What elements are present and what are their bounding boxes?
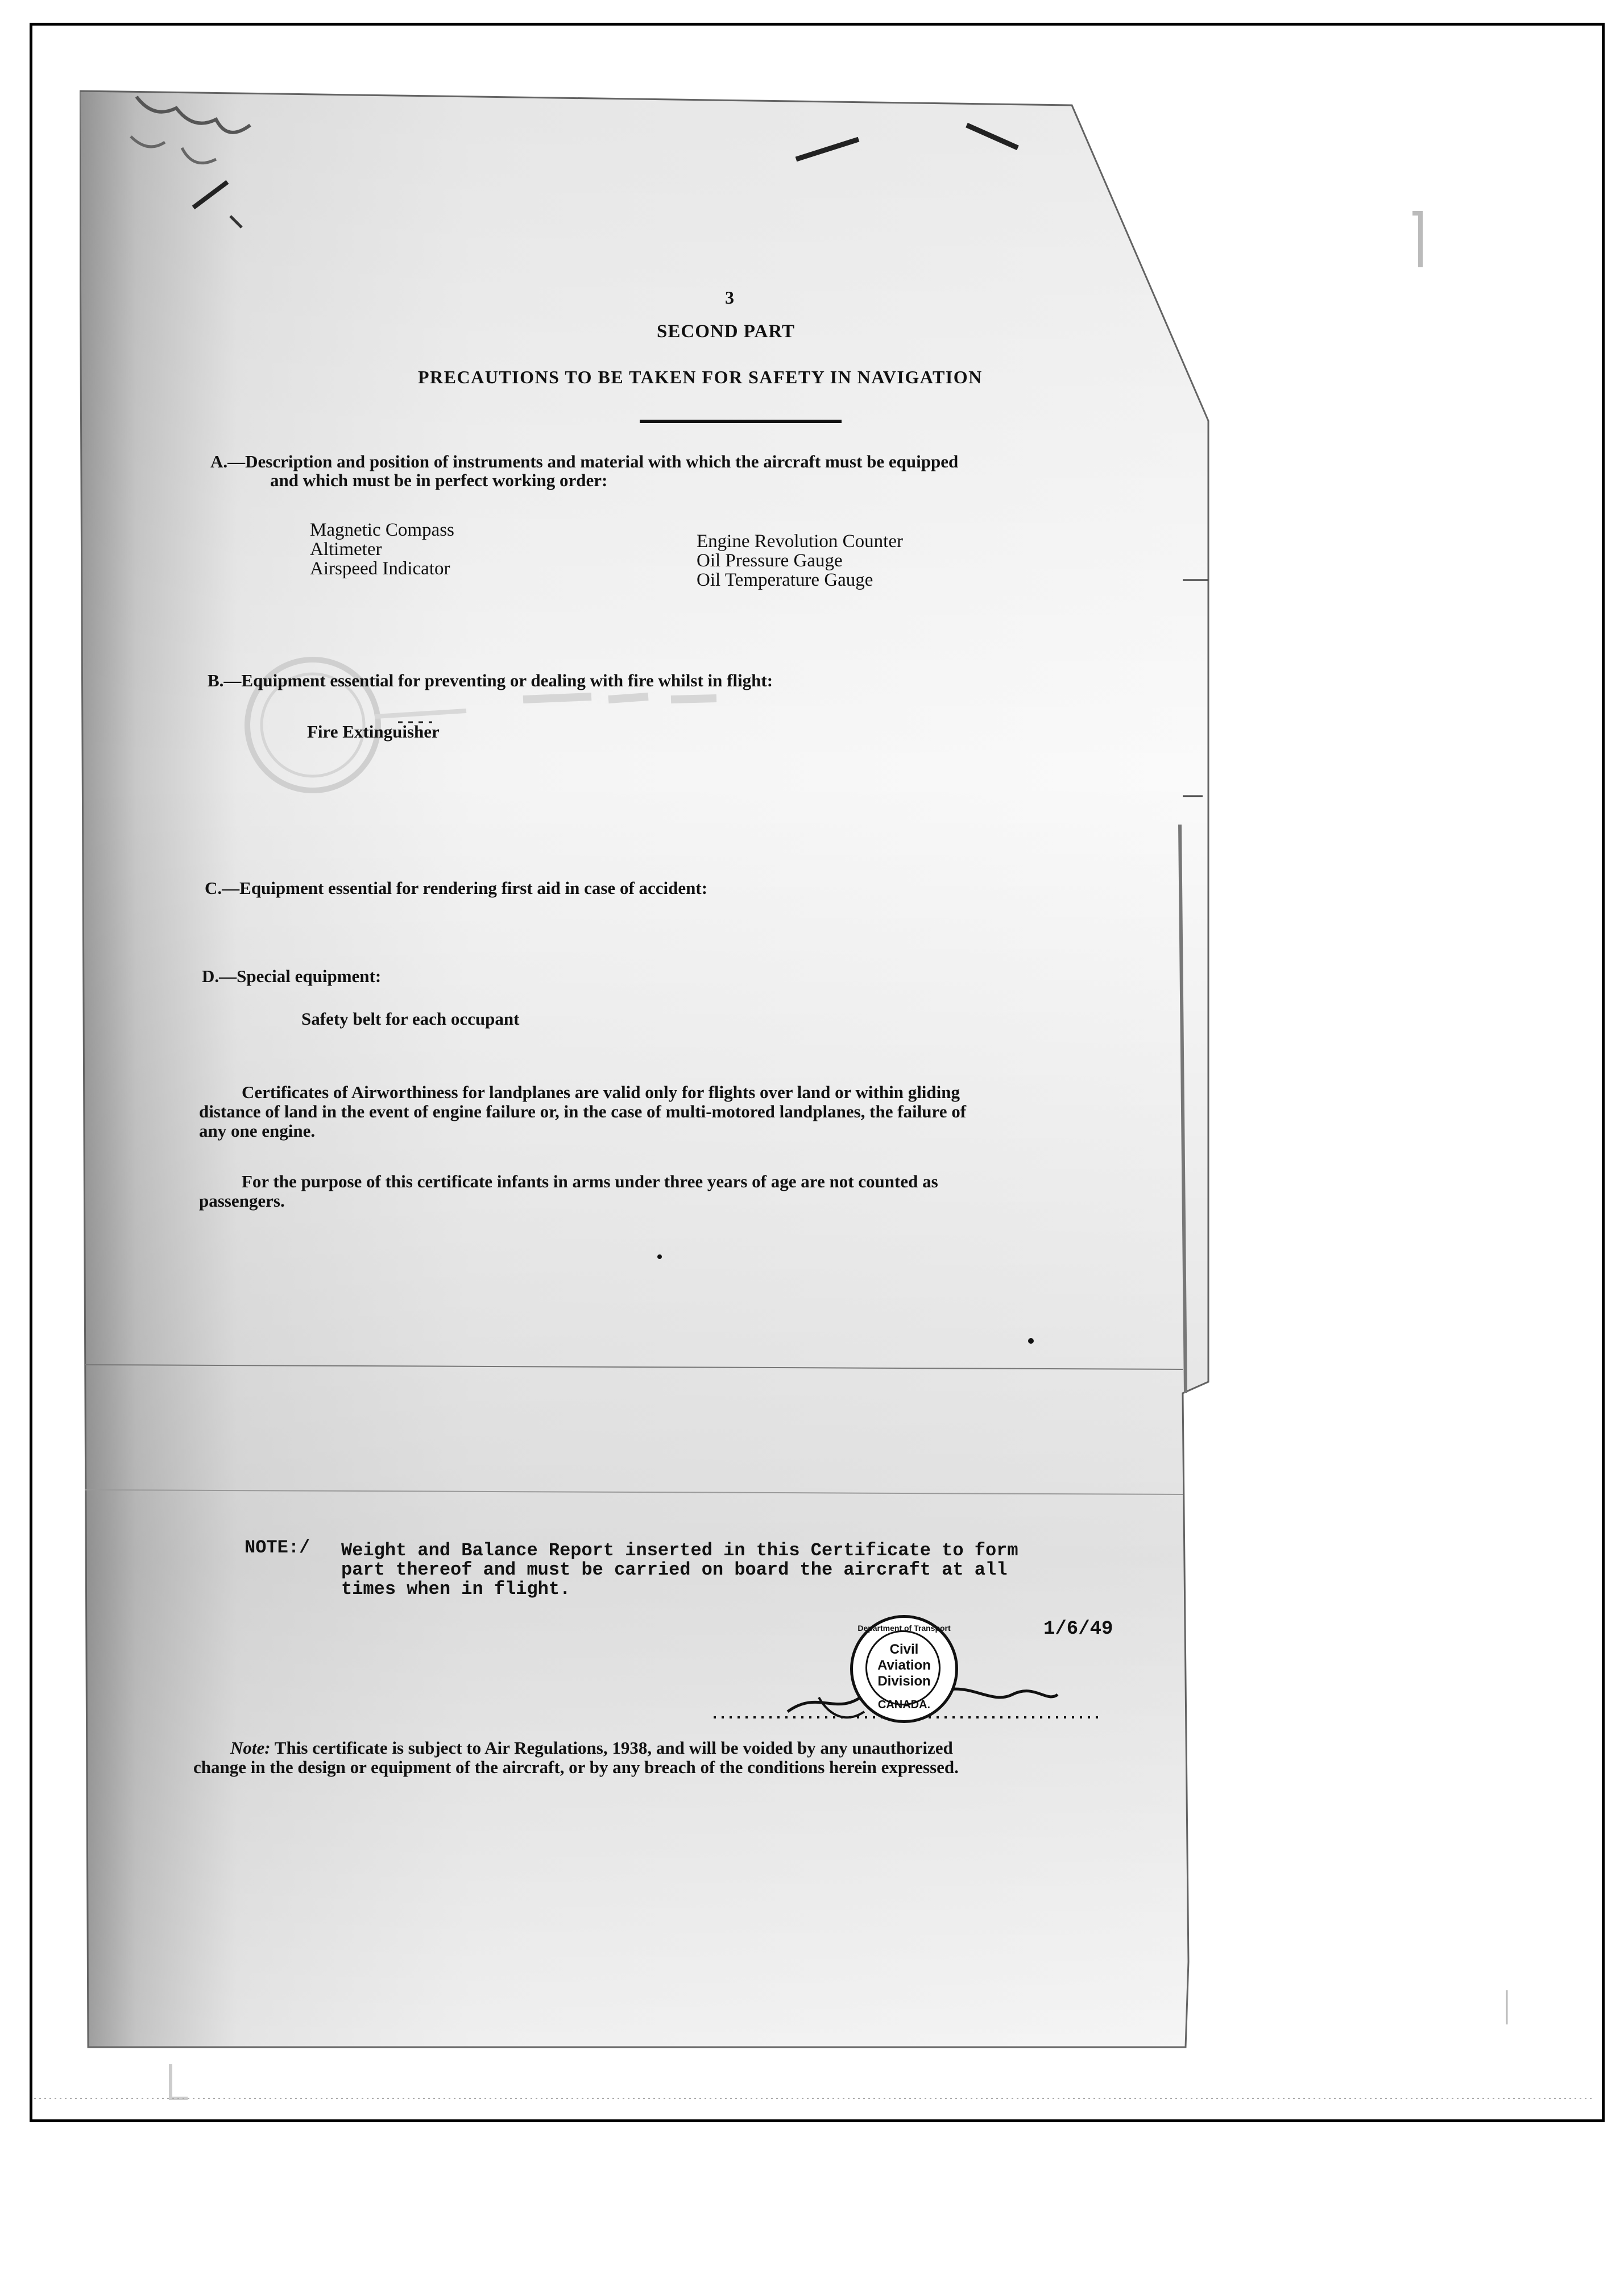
stamp-top-arc: Department of Transport	[857, 1624, 951, 1633]
section-b-item: Fire Extinguisher	[307, 722, 440, 742]
stamp-line-division: Division	[877, 1674, 931, 1689]
footer-note-line1	[230, 1739, 953, 1757]
stamp-line-civil: Civil	[889, 1642, 919, 1657]
instrument-magnetic-compass: Magnetic Compass	[310, 520, 454, 540]
airworthiness-paragraph-line1: Certificates of Airworthiness for landplanes are valid only for flights over land or within gliding	[242, 1082, 960, 1102]
section-a-heading: A.—Description and position of instruments and material with which the aircraft must be equipped	[210, 452, 959, 471]
footer-note-text1: This certificate is subject to Air Regulations, 1938, and will be voided by any unauthorized	[274, 1738, 953, 1758]
main-title: PRECAUTIONS TO BE TAKEN FOR SAFETY IN NAVIGATION	[418, 367, 983, 387]
typed-note-line2: part thereof and must be carried on board the aircraft at all	[341, 1559, 1008, 1580]
section-c-heading: C.—Equipment essential for rendering first aid in case of accident:	[205, 878, 708, 898]
section-a-heading-cont: and which must be in perfect working order:	[270, 470, 608, 490]
instrument-airspeed-indicator: Airspeed Indicator	[310, 558, 450, 579]
typed-note-line3: times when in flight.	[341, 1579, 571, 1600]
section-b-heading: B.—Equipment essential for preventing or dealing with fire whilst in flight:	[208, 670, 773, 690]
civil-aviation-stamp	[850, 1615, 958, 1723]
airworthiness-paragraph-line2: distance of land in the event of engine failure or, in the case of multi-motored landplanes, the failure of	[199, 1101, 967, 1121]
instrument-engine-revolution-counter: Engine Revolution Counter	[697, 531, 903, 552]
typed-note-label: NOTE:/	[245, 1537, 310, 1558]
infants-paragraph-line2: passengers.	[199, 1191, 285, 1211]
instrument-oil-pressure-gauge: Oil Pressure Gauge	[697, 550, 843, 571]
infants-paragraph-line1: For the purpose of this certificate infants in arms under three years of age are not counted as	[242, 1171, 938, 1191]
footer-note-line2: change in the design or equipment of the aircraft, or by any breach of the conditions herein expressed.	[193, 1757, 959, 1777]
part-title: SECOND PART	[657, 321, 795, 342]
stamp-line-aviation: Aviation	[877, 1658, 931, 1673]
stamp-bottom-canada: CANADA.	[877, 1699, 931, 1711]
certificate-page	[80, 85, 1208, 2286]
page-number: 3	[725, 287, 734, 308]
section-d-item: Safety belt for each occupant	[301, 1009, 520, 1029]
section-d-heading: D.—Special equipment:	[202, 966, 382, 986]
signature-date: 1/6/49	[1043, 1618, 1113, 1640]
typed-note-line1: Weight and Balance Report inserted in this Certificate to form	[341, 1540, 1018, 1561]
title-rule	[640, 420, 842, 423]
instrument-altimeter: Altimeter	[310, 539, 382, 560]
instrument-oil-temperature-gauge: Oil Temperature Gauge	[697, 570, 873, 590]
footer-note-label: Note:	[230, 1738, 271, 1758]
airworthiness-paragraph-line3: any one engine.	[199, 1121, 316, 1141]
